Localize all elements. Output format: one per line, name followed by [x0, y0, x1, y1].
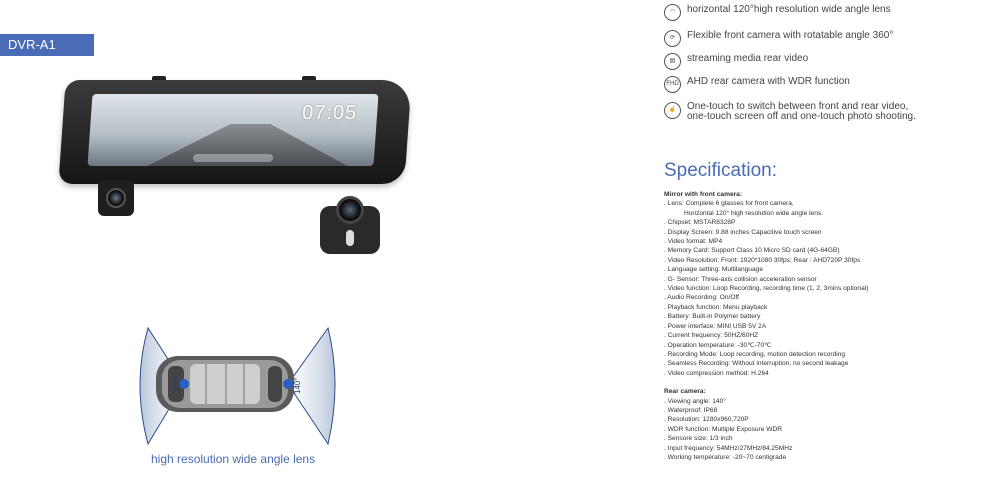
feature-item	[664, 53, 984, 70]
spec-item: Horizontal 120° high resolution wide angle lens.	[684, 209, 823, 217]
rear-angle-label: 140°	[293, 377, 302, 394]
rear-camera-mount	[346, 230, 354, 246]
model-tag: DVR-A1	[0, 34, 94, 56]
streaming-icon: ▤	[664, 53, 681, 70]
touch-icon: ☝	[664, 102, 681, 119]
feature-label: One-touch to switch between front and rear video, one-touch screen off and one-touch photo shooting.	[687, 101, 916, 122]
spec-item: . Viewing angle: 140°	[664, 397, 726, 405]
spec-list	[664, 190, 984, 462]
spec-item: . Display Screen: 9.88 inches Capacitive touch screen	[664, 228, 822, 236]
rear-camera-marker	[283, 379, 293, 389]
feature-label: streaming media rear video	[687, 53, 809, 64]
spec-item: . Operation temperature: -30℃-70℃	[664, 341, 772, 349]
spec-item: . Video compression method: H.264	[664, 369, 769, 377]
feature-item	[664, 102, 984, 122]
wide-angle-diagram	[128, 322, 346, 446]
spec-item: . Working temperature: -20~70 centigrade	[664, 453, 787, 461]
spec-item: . Battery: Built-in Polymer battery	[664, 313, 761, 321]
wide-angle-icon: ◠	[664, 4, 681, 21]
rear-spec-heading: Rear camera:	[664, 388, 706, 396]
spec-item: . Input frequency: 54MHz/27MHz/84.25MHz	[664, 444, 793, 452]
feature-list	[664, 0, 984, 128]
feature-label: Flexible front camera with rotatable angle 360°	[687, 30, 894, 41]
spec-item: . Waterproof: IP68	[664, 406, 718, 414]
spec-item: . Lens: Complete 6 glasses for front camera,	[664, 200, 794, 208]
spec-item: . WDR function: Multiple Exposure WDR	[664, 425, 782, 433]
front-spec-heading: Mirror with front camera:	[664, 191, 743, 198]
mirror-screen	[87, 94, 378, 166]
spec-item: . Resolution: 1280x960,720P	[664, 416, 749, 424]
rear-camera-image	[320, 196, 380, 260]
camera-lens-icon	[106, 188, 126, 208]
spec-item: . Playback function: Menu playback	[664, 303, 768, 311]
spec-item: . Language setting: Multilanguage	[664, 266, 763, 274]
spec-item: . Chipset: MSTAR8328P	[664, 219, 736, 227]
mirror-dashcam-image	[62, 76, 408, 184]
mirror-control-bar	[193, 154, 274, 162]
spec-item: . Recording Mode: Loop recording, motion detection recording	[664, 350, 846, 358]
diagram-caption: high resolution wide angle lens	[151, 452, 316, 466]
spec-item: . Audio Recording: On/Off	[664, 294, 740, 302]
mirror-clock: 07:05	[301, 102, 358, 124]
camera-lens-icon	[336, 196, 364, 224]
car-diagram-svg	[128, 322, 346, 446]
spec-item: . Video Resolution: Front: 1920*1080 30fps; Rear : AHD720P 30fps	[664, 256, 861, 264]
spec-item: . Seamless Recording: Without interruption, no second leakage	[664, 360, 849, 368]
spec-item: . Sensore size: 1/3 inch	[664, 435, 733, 443]
rotate-camera-icon: ⟳	[664, 30, 681, 47]
feature-label: AHD rear camera with WDR function	[687, 76, 850, 87]
feature-label: horizontal 120°high resolution wide angle lens	[687, 4, 891, 15]
spec-item: . Memory Card: Support Class 10 Micro SD card (4G-64GB)	[664, 247, 840, 255]
front-camera-image	[98, 180, 134, 216]
spec-item: . Power interface: MINI USB 5V 2A	[664, 322, 767, 330]
spec-item: . Current frequency: 50HZ/60HZ	[664, 332, 759, 340]
spec-item: . Video function: Loop Recording, recording time (1, 2, 3mins optional)	[664, 285, 869, 293]
front-angle-label: 120°	[173, 375, 182, 392]
feature-item	[664, 4, 984, 21]
spec-title: Specification:	[664, 160, 778, 181]
feature-item	[664, 76, 984, 93]
fhd-icon: FHD	[664, 76, 681, 93]
feature-item	[664, 30, 984, 47]
spec-item: . G- Sensor: Three-axis collision acceleration sensor	[664, 275, 817, 283]
spec-item: . Video format: MP4	[664, 238, 723, 246]
